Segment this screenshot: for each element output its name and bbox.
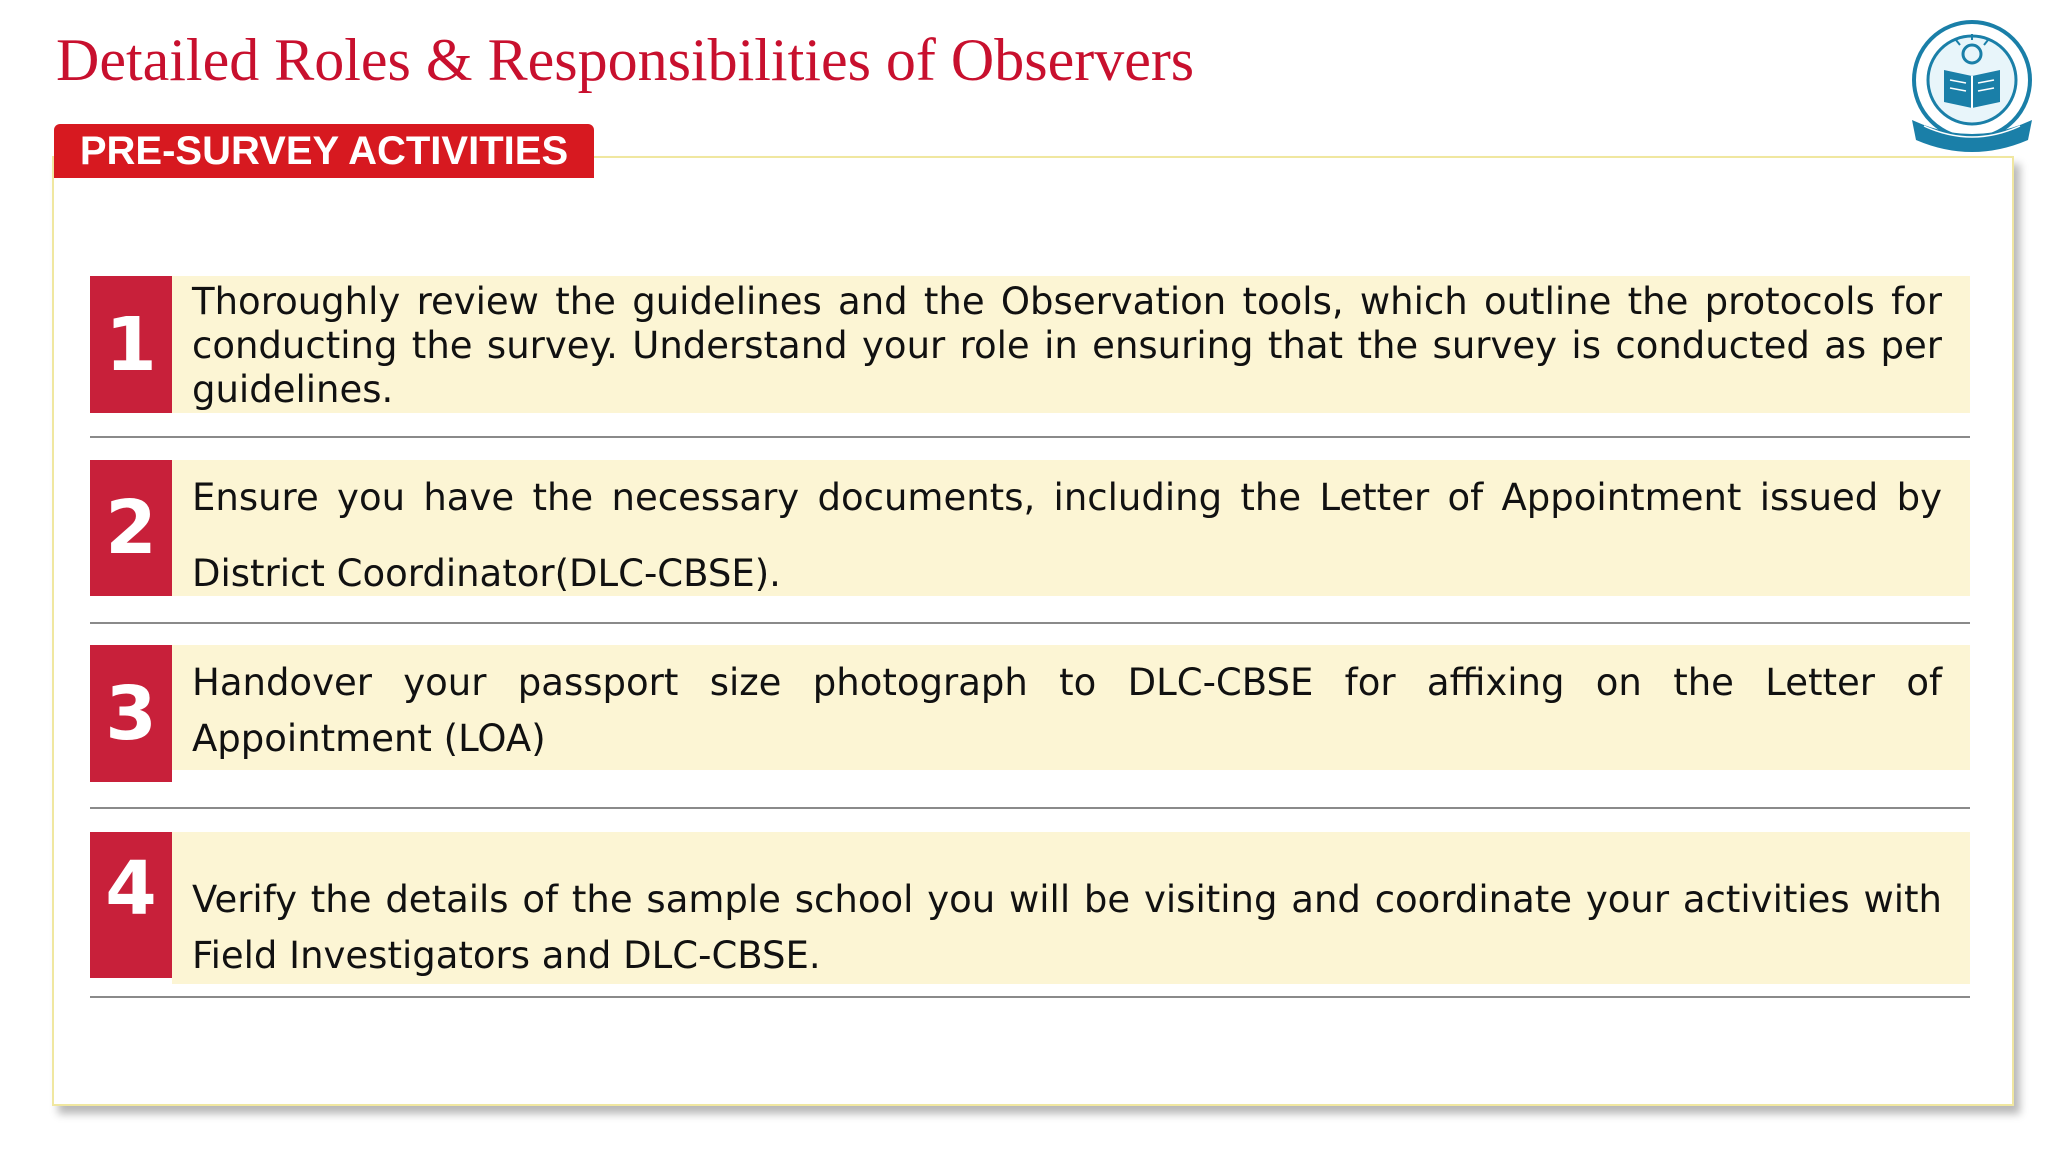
step-text-box: [172, 832, 1970, 984]
step-number: 1: [105, 301, 157, 388]
section-tab: PRE-SURVEY ACTIVITIES: [54, 124, 594, 178]
step-text: Handover your passport size photograph to DLC-CBSE for affixing on the Letter of Appointment (LOA): [192, 661, 1942, 760]
divider: [90, 996, 1970, 998]
page-title: Detailed Roles & Responsibilities of Observers: [56, 27, 1195, 93]
step-number-badge: [90, 832, 172, 978]
step-item: [90, 460, 1970, 624]
step-number: 3: [105, 670, 157, 757]
step-text: Ensure you have the necessary documents, including the Letter of Appointment issued by District Coordinator(DLC-CBSE).: [192, 476, 1942, 595]
step-number: 4: [105, 846, 157, 932]
step-number-badge: [90, 276, 172, 413]
step-text-box: [172, 276, 1970, 413]
step-number-badge: [90, 460, 172, 596]
step-text: Verify the details of the sample school you will be visiting and coordinate your activities with Field Investigators and DLC-CBSE.: [192, 878, 1942, 977]
step-item: [90, 832, 1970, 998]
divider: [90, 436, 1970, 438]
step-item: [90, 276, 1970, 438]
step-text: Thoroughly review the guidelines and the Observation tools, which outline the protocols for conducting the survey. Understand your role in ensuring that the survey is conducted as per guidelines.: [192, 280, 1942, 411]
step-item: [90, 645, 1970, 809]
divider: [90, 807, 1970, 809]
step-text-box: [172, 645, 1970, 770]
divider: [90, 622, 1970, 624]
step-number: 2: [105, 485, 157, 571]
cbse-logo-icon: [1910, 18, 2038, 158]
step-number-badge: [90, 645, 172, 782]
step-text-box: [172, 460, 1970, 596]
